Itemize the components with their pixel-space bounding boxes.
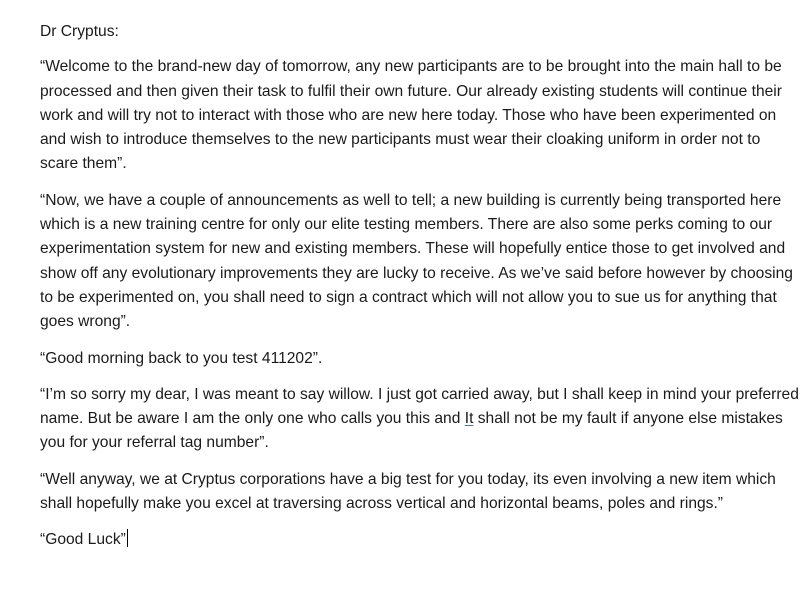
paragraph-willow (40, 383, 800, 456)
document-body[interactable] (40, 20, 800, 565)
willow-text-after: shall not be my fault if anyone else mistakes you for your referral tag number”. (40, 410, 783, 452)
paragraph-good-morning: “Good morning back to you test 411202”. (40, 349, 323, 367)
good-luck-text: “Good Luck” (40, 531, 126, 549)
paragraph-announcements: “Now, we have a couple of announcements as well to tell; a new building is currently being transported here which is a new training centre for only our elite testing members. There are also some perks coming to our experimentation system for new and existing members. These will hopefully entice those to get involved and show off any evolutionary improvements they are lucky to receive. As we’ve said before however by choosing to be experimented on, you shall need to sign a contract which will not allow you to sue us for anything that goes wrong”. (40, 191, 793, 331)
willow-text-before: “I’m so sorry my dear, I was meant to say willow. I just got carried away, but I shall keep in mind your preferred name. But be aware I am the only one who calls you this and (40, 385, 799, 428)
paragraph-good-luck[interactable] (40, 528, 800, 552)
paragraph-big-test: “Well anyway, we at Cryptus corporations have a big test for you today, its even involving a new item which shall hopefully make you excel at traversing across vertical and horizontal beams, poles and rings.” (40, 470, 776, 513)
text-cursor-icon (127, 529, 128, 547)
paragraph-welcome: “Welcome to the brand-new day of tomorrow, any new participants are to be brought into the main hall to be processed and then given their task to fulfil their own future. Our already existing students will continue their work and will try not to interact with those who are new here today. Those who have been experimented on and wish to introduce themselves to the new participants must wear their cloaking uniform in order not to scare them”. (40, 58, 782, 173)
speaker-label: Dr Cryptus: (40, 23, 119, 40)
proofing-marked-word[interactable]: It (464, 410, 474, 428)
